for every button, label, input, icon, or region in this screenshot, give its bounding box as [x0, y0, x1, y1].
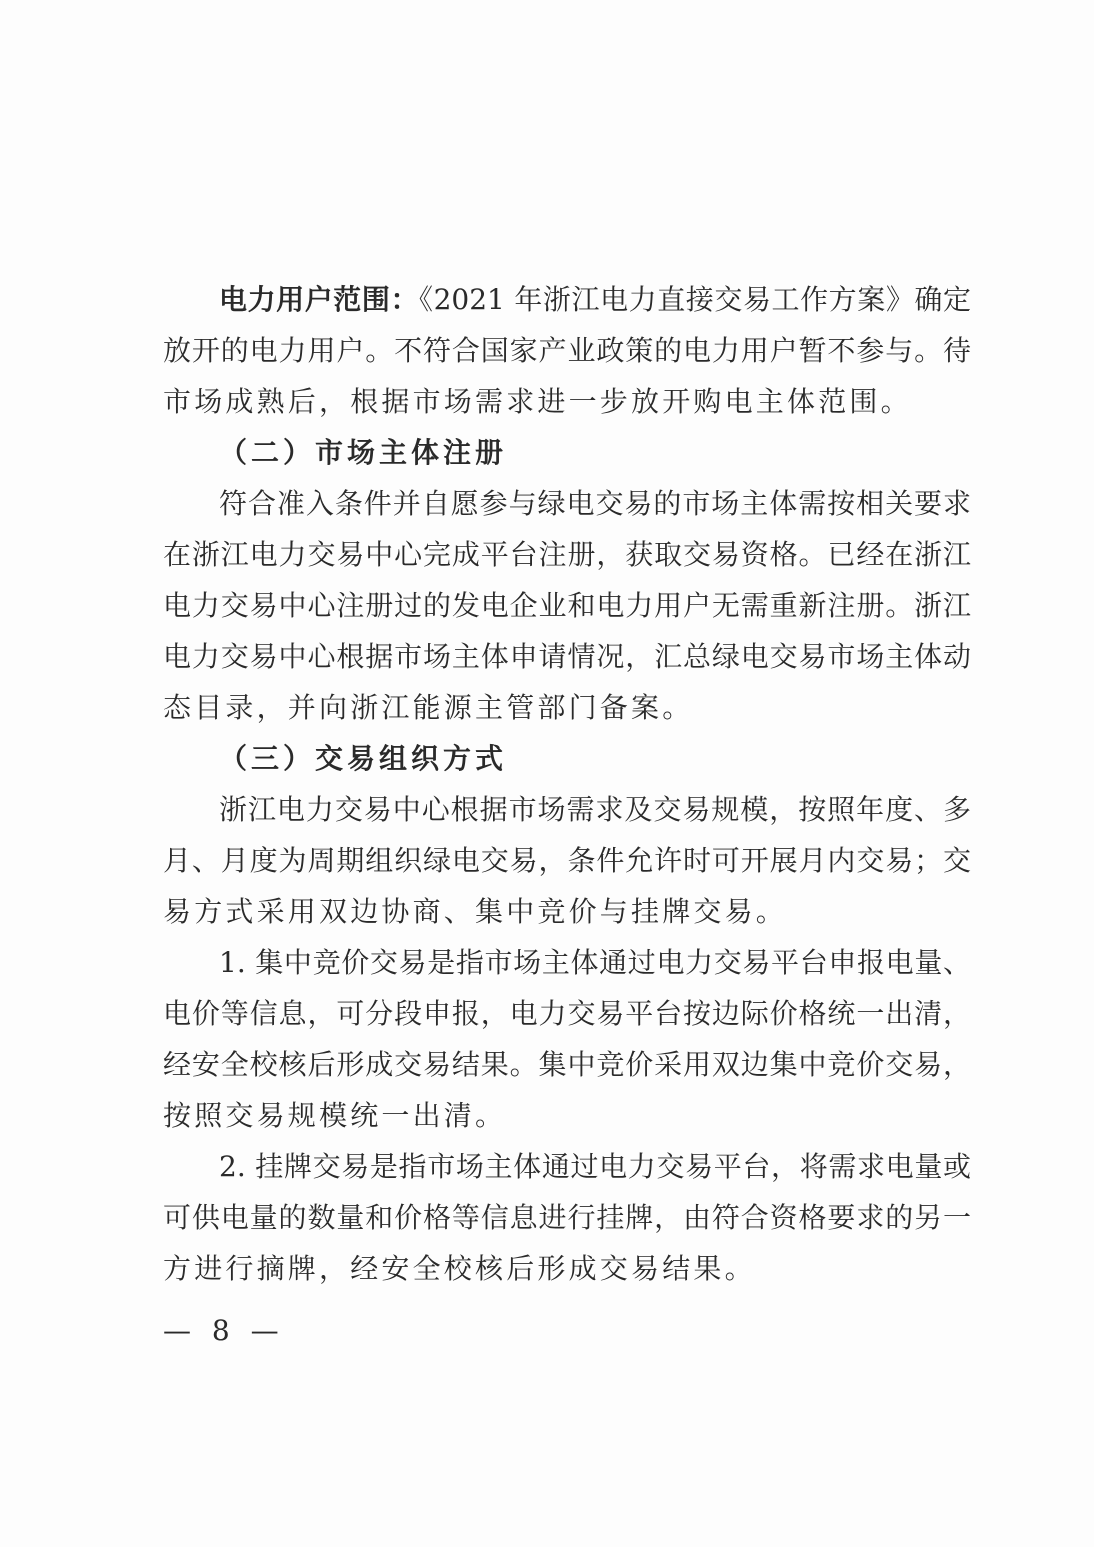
item2-line1: 2. 挂牌交易是指市场主体通过电力交易平台，将需求电量或	[219, 1150, 971, 1183]
para2-line4: 电力交易中心根据市场主体申请情况，汇总绿电交易市场主体动	[163, 640, 971, 673]
para3-line3: 易方式采用双边协商、集中竞价与挂牌交易。	[163, 895, 788, 928]
para2-line2: 在浙江电力交易中心完成平台注册，获取交易资格。已经在浙江	[163, 538, 971, 571]
item2-line3: 方进行摘牌，经安全校核后形成交易结果。	[163, 1252, 756, 1285]
heading-market-registration: （二）市场主体注册	[219, 436, 508, 469]
para2-line3: 电力交易中心注册过的发电企业和电力用户无需重新注册。浙江	[163, 589, 971, 622]
item1-line2: 电价等信息，可分段申报，电力交易平台按边际价格统一出清，	[163, 997, 971, 1030]
item2-line2: 可供电量的数量和价格等信息进行挂牌，由符合资格要求的另一	[163, 1201, 971, 1234]
para3-line1: 浙江电力交易中心根据市场需求及交易规模，按照年度、多	[219, 793, 971, 826]
para2-line5: 态目录，并向浙江能源主管部门备案。	[163, 691, 694, 724]
heading-trade-organization: （三）交易组织方式	[219, 742, 508, 775]
para3-line2: 月、月度为周期组织绿电交易，条件允许时可开展月内交易；交	[163, 844, 971, 877]
para2-line1: 符合准入条件并自愿参与绿电交易的市场主体需按相关要求	[219, 487, 971, 520]
para1-line3: 市场成熟后，根据市场需求进一步放开购电主体范围。	[163, 385, 912, 418]
item1-line4: 按照交易规模统一出清。	[163, 1099, 507, 1132]
para1-label: 电力用户范围：	[219, 283, 420, 316]
para1-line1	[163, 274, 971, 325]
para1-line2: 放开的电力用户。不符合国家产业政策的电力用户暂不参与。待	[163, 334, 971, 367]
document-body	[163, 274, 971, 1294]
item1-line1: 1. 集中竞价交易是指市场主体通过电力交易平台申报电量、	[219, 946, 971, 979]
page-number: — 8 —	[163, 1314, 285, 1347]
para1-line1-text: 《2021 年浙江电力直接交易工作方案》确定	[419, 283, 971, 316]
item1-line3: 经安全校核后形成交易结果。集中竞价采用双边集中竞价交易，	[163, 1048, 971, 1081]
